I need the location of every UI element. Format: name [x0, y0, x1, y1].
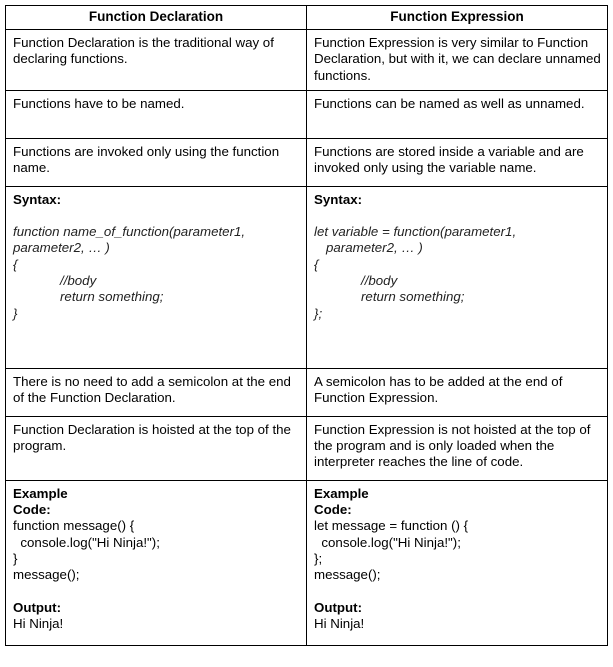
syntax-open-brace: {	[13, 256, 18, 272]
syntax-label: Syntax:	[13, 191, 62, 207]
syntax-label: Syntax:	[314, 191, 363, 207]
code-line: function message() {	[13, 518, 135, 534]
cell-declaration: Functions are invoked only using the function name.	[6, 138, 307, 186]
cell-expression: Function Expression is not hoisted at the top of the program and is only loaded when the interpreter reaches the line of code.	[307, 416, 608, 480]
cell-declaration: Function Declaration is the traditional way of declaring functions.	[6, 30, 307, 91]
header-function-declaration: Function Declaration	[6, 6, 307, 30]
cell-declaration: Functions have to be named.	[6, 90, 307, 138]
comparison-table	[5, 5, 608, 646]
cell-expression: Functions can be named as well as unnamed.	[307, 90, 608, 138]
output-label: Output:	[314, 599, 362, 615]
code-label: Code:	[314, 502, 352, 518]
code-line: console.log("Hi Ninja!");	[13, 534, 160, 550]
code-line: message();	[314, 567, 381, 583]
syntax-open-brace: {	[314, 256, 319, 272]
cell-expression: Function Expression is very similar to Function Declaration, but with it, we can declare unnamed functions.	[307, 30, 608, 91]
cell-declaration: Function Declaration is hoisted at the top of the program.	[6, 416, 307, 480]
table-row	[6, 368, 608, 416]
example-label: Example	[13, 485, 68, 501]
syntax-close-brace: };	[314, 305, 323, 321]
table-row	[6, 90, 608, 138]
output-value: Hi Ninja!	[13, 615, 64, 631]
syntax-close-brace: }	[13, 305, 18, 321]
table-row	[6, 416, 608, 480]
syntax-return: return something;	[361, 289, 465, 305]
code-line: message();	[13, 567, 80, 583]
code-label: Code:	[13, 502, 51, 518]
code-line: let message = function () {	[314, 518, 469, 534]
syntax-signature: let variable = function(parameter1,	[314, 224, 517, 240]
cell-expression: Functions are stored inside a variable and are invoked only using the variable name.	[307, 138, 608, 186]
output-value: Hi Ninja!	[314, 615, 365, 631]
code-line: }	[13, 551, 18, 567]
example-cell-expression	[307, 480, 608, 645]
example-label: Example	[314, 485, 369, 501]
example-cell-declaration	[6, 480, 307, 645]
syntax-body-comment: //body	[361, 273, 398, 289]
cell-declaration: There is no need to add a semicolon at the end of the Function Declaration.	[6, 368, 307, 416]
header-row	[6, 6, 608, 30]
syntax-cell-declaration	[6, 186, 307, 368]
code-line: console.log("Hi Ninja!");	[314, 534, 461, 550]
output-label: Output:	[13, 599, 61, 615]
syntax-return: return something;	[60, 289, 164, 305]
syntax-signature: function name_of_function(parameter1,	[13, 224, 246, 240]
code-line: };	[314, 551, 323, 567]
example-row	[6, 480, 608, 645]
table-row	[6, 30, 608, 91]
table-row	[6, 138, 608, 186]
cell-expression: A semicolon has to be added at the end of Function Expression.	[307, 368, 608, 416]
syntax-signature-cont: parameter2, … )	[13, 240, 110, 256]
syntax-row	[6, 186, 608, 368]
syntax-body-comment: //body	[60, 273, 97, 289]
header-function-expression: Function Expression	[307, 6, 608, 30]
syntax-cell-expression	[307, 186, 608, 368]
syntax-signature-cont: parameter2, … )	[326, 240, 423, 256]
